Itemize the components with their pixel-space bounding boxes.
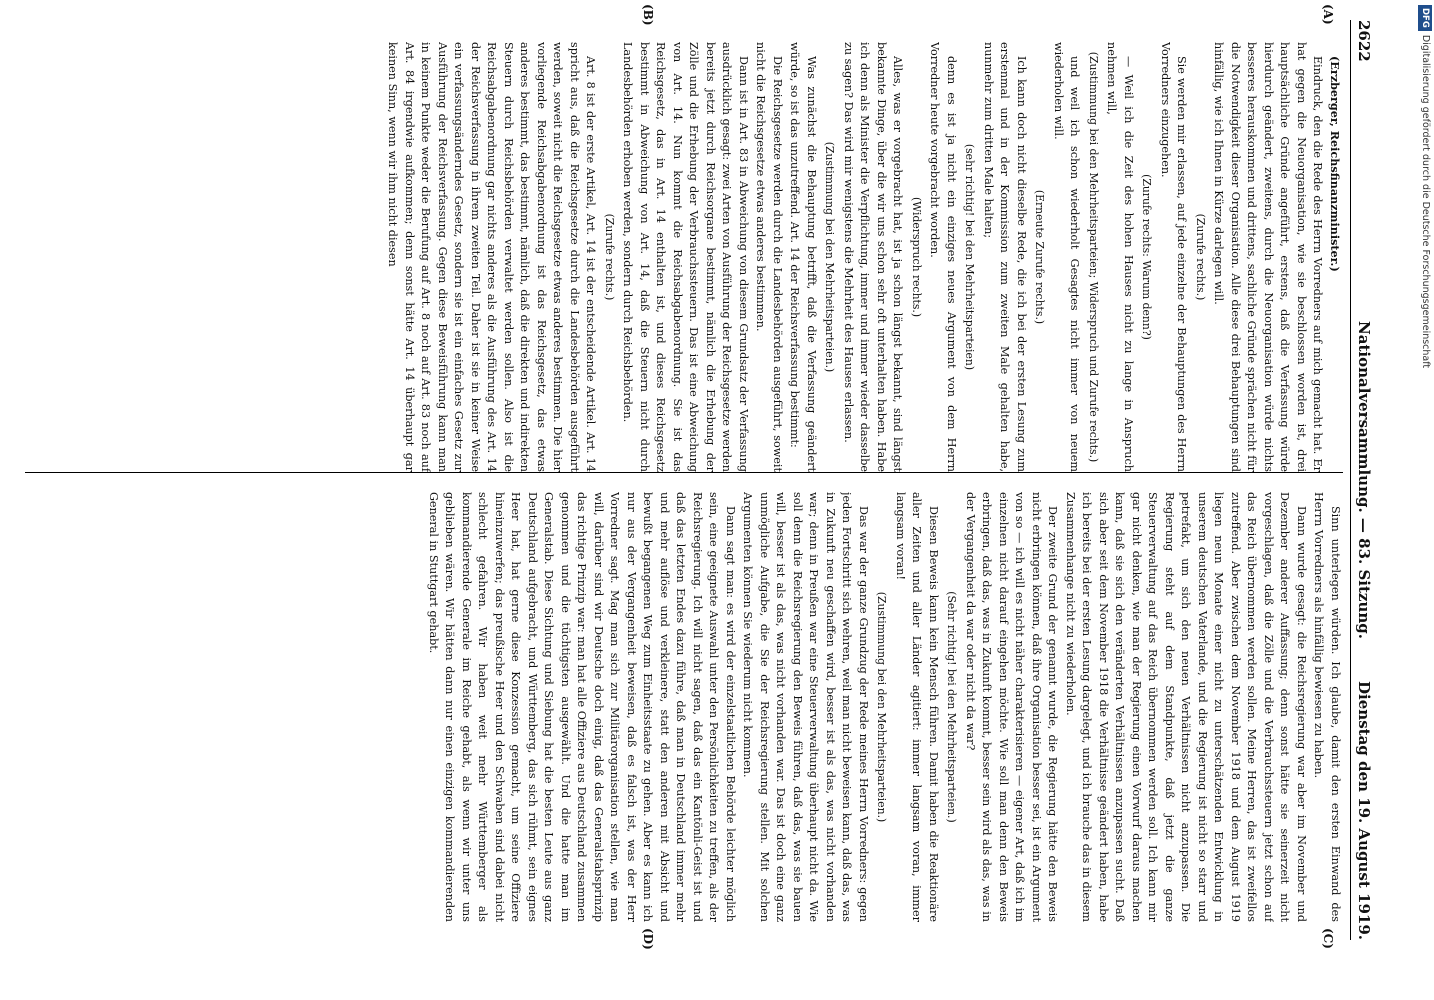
paragraph: und weil ich schon wiederholt Gesagtes nicht immer von neuem wiederholen will. <box>1052 42 1082 472</box>
paragraph: Der zweite Grund der genannt wurde, die Regierung hätte den Beweis nicht erbringen können, daß ihre Organisation besser sei, ist ein Argument von so — ich will es nicht näher charakterisieren — eigener Art, daß ich im einzelnen nicht darauf eingehen möchte. Wie soll man denn den Beweis erbringen, daß das, was in Zukunft kommt, besser sein wird als das, was in der Vergangenheit da war oder nicht da war? <box>964 492 1060 922</box>
page-header <box>1350 20 1377 940</box>
dfg-funding-text: Digitalisierung gefördert durch die Deutsche Forschungsgemeinschaft <box>1420 34 1431 369</box>
margin-marker-a: (A) <box>1321 4 1335 25</box>
speaker-line: (Erzberger, Reichsfinanzminister.) <box>1328 56 1342 272</box>
interjection: (sehr richtig! bei den Mehrheitsparteien) <box>963 143 977 371</box>
page-title: Nationalversammlung. — 83. Sitzung. <box>1355 321 1373 639</box>
interjection: (Zurufe rechts: Warum denn?) <box>1140 174 1154 340</box>
paragraph: Das war der ganze Grundzug der Rede meines Herrn Vorredners: gegen jeden Fortschritt sich wehren, weil man nicht beweisen kann, daß das, was in Zukunft neu geschaffen wird, besser ist als das, was nicht vorhanden war; denn in Preußen war eine Steuerverwaltung überhaupt nicht da. Wie soll denn die Reichsregierung den Beweis führen, daß das, was sie bauen will, besser ist als das, was nicht vorhanden war. Das ist doch eine ganz unmögliche Aufgabe, die Sie der Reichsregierung stellen. Mit solchen Argumenten können Sie wiederum nicht kommen. <box>741 492 870 922</box>
dfg-note <box>1418 5 1432 995</box>
dfg-logo: DFG <box>1418 5 1432 31</box>
interjection: (Zustimmung bei den Mehrheitsparteien.) <box>875 591 889 823</box>
margin-marker-c: (C) <box>1321 928 1335 949</box>
page-number: 2622 <box>1355 20 1373 62</box>
margin-marker-d: (D) <box>641 928 655 950</box>
margin-marker-b: (B) <box>641 4 655 26</box>
paragraph: Dann wurde gesagt: die Reichsregierung war aber im November und Dezember anderer Auffassung; denn sonst hätte sie seinerzeit nicht vorgeschlagen, daß die Zölle und die Verbrauchssteuern jetzt schon auf das Reich übernommen werden sollen. Meine Herren, das ist zweifellos zutreffend. Aber zwischen dem November 1918 und dem August 1919 liegen neun Monate einer nicht zu unterschätzenden Entwicklung in unserem deutschen Vaterlande, und die Regierung ist nicht so starr und petrefakt, um sich den neuen Verhältnissen nicht anzupassen. Die Regierung steht auf dem Standpunkte, daß jetzt die ganze Steuerverwaltung auf das Reich übernommen werden soll. Ich kann mir gar nicht denken, wie man der Regierung einen Vorwurf daraus machen kann, daß sie sich den veränderten Verhältnissen anzupassen sucht. Daß sich aber seit dem November 1918 die Verhältnisse geändert haben, habe ich bereits bei der ersten Lesung dargelegt, und ich brauche das in diesem Zusammenhange nicht zu wiederholen. <box>1064 492 1308 922</box>
paragraph: Alles, was er vorgebracht hat, ist ja schon längst bekannt, sind längst bekannte Dinge, über die wir uns schon sehr oft unterhalten haben. Habe ich denn als Minister die Verpflichtung, immer und immer wieder dasselbe zu sagen? Das wird mir wenigstens die Mehrheit des Hauses erlassen. <box>842 42 905 472</box>
paragraph: — Weil ich die Zeit des hohen Hauses nicht zu lange in Anspruch nehmen will, <box>1105 42 1135 472</box>
right-column <box>25 492 1343 922</box>
session-date: Dienstag den 19. August 1919. <box>1355 681 1373 940</box>
paragraph: Ich kann doch nicht dieselbe Rede, die ich bei der ersten Lesung zum erstenmal und in der Kommission zum zweiten Male gehalten habe, nunmehr zum dritten Male halten; <box>982 42 1028 472</box>
column-divider <box>25 472 1343 473</box>
paragraph: Sie werden mir erlassen, auf jede einzelne der Behauptungen des Herrn Vorredners einzugehen. <box>1159 42 1189 472</box>
paragraph: Die Reichsgesetze werden durch die Landesbehörden ausgeführt, soweit nicht die Reichsgesetze etwas anderes bestimmen. <box>754 42 784 472</box>
interjection: (Zurufe rechts.) <box>1194 213 1207 301</box>
interjection: (Zurufe rechts.) <box>603 213 616 301</box>
paragraph: Sinn unterlegen würden. Ich glaube, damit den ersten Einwand des Herrn Vorredners als hinfällig bewiesen zu haben. <box>1312 492 1342 922</box>
interjection: (Erneute Zurufe rechts.) <box>1033 189 1047 325</box>
paragraph: Dann ist in Art. 83 in Abweichung von diesem Grundsatz der Verfassung ausdrücklich gesagt: zwei Arten von Ausführung der Reichsgesetze werden bereits jetzt durch Reichsorgane bestimmt, nämlich die Erhebung der Zölle und die Erhebung der Verbrauchssteuern. Das ist eine Abweichung von Art. 14. Nun kommt die Reichsabgabenordnung. Sie ist das Reichsgesetz, das in Art. 14 enthalten ist, und dieses Reichsgesetz bestimmt in Abweichung von Art. 14, daß die Steuern nicht durch Landesbehörden erhoben werden, sondern durch Reichsbehörden. <box>621 42 750 472</box>
paragraph: Dann sagt man: es wird der einzelstaatlichen Behörde leichter möglich sein, eine geeignete Auswahl unter den Persönlichkeiten zu treffen, als der Reichsregierung. Ich will nicht sagen, daß das ein Kantönli-Geist ist und daß das letzten Endes dazu führe, daß man in Deutschland immer mehr und mehr auflöse und verkleinere, statt den anderen mit Absicht und bewußt begangenen Weg zum Einheitsstaate zu gehen. Aber es kann ich nur aus der Vergangenheit beweisen, daß es falsch ist, was der Herr Vorredner sagt. Mag man sich zur Militärorganisation stellen, wie man will, darüber sind wir Deutsche doch einig, daß das Generalstabsprinzip das richtige Prinzip war: man hat alle Offiziere aus Deutschland zusammen genommen und die tüchtigsten ausgewählt. Und die hatte man im Generalstab. Diese Sichtung und Siebung hat die besten Leute aus ganz Deutschland aufgebracht, und Württemberg, das sich rühmt, sein eignes Heer hat, hat gerne diese Konzession gemacht, um seine Offiziere hineinzuwerfen; das preußische Heer und den Schwaben sind dabei nicht schlecht gefahren. Wir haben weit mehr Württemberger als kommandierende Generale im Reiche gehabt, als wenn wir unter uns geblieben wären. Wir hätten dann nur einen einzigen kommandierenden General in Stuttgart gehabt. <box>427 492 737 922</box>
interjection: (Zustimmung bei den Mehrheitsparteien; Widerspruch und Zurufe rechts.) <box>1087 51 1100 463</box>
interjection: (Widerspruch rechts.) <box>910 196 923 318</box>
paragraph: Eindruck, den die Rede des Herrn Vorredners auf mich gemacht hat. Er hat gegen die Neuorganisation, wie sie beschlossen worden ist, drei hauptsächliche Gründe angeführt, erstens, daß die Verfassung würde hierdurch geändert, zweitens, durch die Neuorganisation würde nichts besseres herauskommen und drittens, sachliche Gründe sprächen nicht für die Notwendigkeit dieser Organisation. Alle diese drei Behauptungen sind hinfällig, wie ich Ihnen in Kürze darlegen will. <box>1212 42 1325 472</box>
dfg-sidebar <box>1418 5 1432 995</box>
left-column <box>25 42 1343 472</box>
paragraph: Diesen Beweis kann kein Mensch führen. Damit haben die Reaktionäre aller Zeiten und aller Länder agitiert: immer langsam voran, immer langsam voran! <box>894 492 940 922</box>
interjection: (Sehr richtig! bei den Mehrheitsparteien.) <box>945 591 959 823</box>
paragraph: Art. 8 ist der erste Artikel, Art. 14 ist der entscheidende Artikel. Art. 14 spricht aus, daß die Reichsgesetze durch die Landesbehörden ausgeführt werden, soweit nicht die Reichsgesetze etwas anderes bestimmen. Die hier vorliegende Reichsabgabenordnung ist das Reichsgesetz, das etwas anderes bestimmt, das bestimmt, nämlich, daß die direkten und indirekten Steuern durch Reichsbehörden verwaltet werden sollen. Also ist die Reichsabgabenordnung gar nichts anderes als die Ausführung des Art. 14 der Reichsverfassung in ihrem zweiten Teil. Daher ist sie in keiner Weise ein verfassungsänderndes Gesetz, sondern sie ist ein einfaches Gesetz zur Ausführung der Reichsverfassung. Gegen diese Beweisführung kann man in keinem Punkte weder die Berufung auf Art. 8 noch auf Art. 83 noch auf Art. 84 irgendwie aufkommen; denn sonst hätte Art. 14 überhaupt gar keinen Sinn, wenn wir ihm nicht diesen <box>386 42 598 472</box>
interjection: (Zustimmung bei den Mehrheitsparteien.) <box>823 141 837 373</box>
paragraph: denn es ist ja nicht ein einziges neues Argument von dem Herrn Vorredner heute vorgebracht worden. <box>928 42 958 472</box>
paragraph: Was zunächst die Behauptung betrifft, daß die Verfassung geändert würde, so ist das unzutreffend. Art. 14 der Reichsverfassung bestimmt: <box>788 42 818 472</box>
